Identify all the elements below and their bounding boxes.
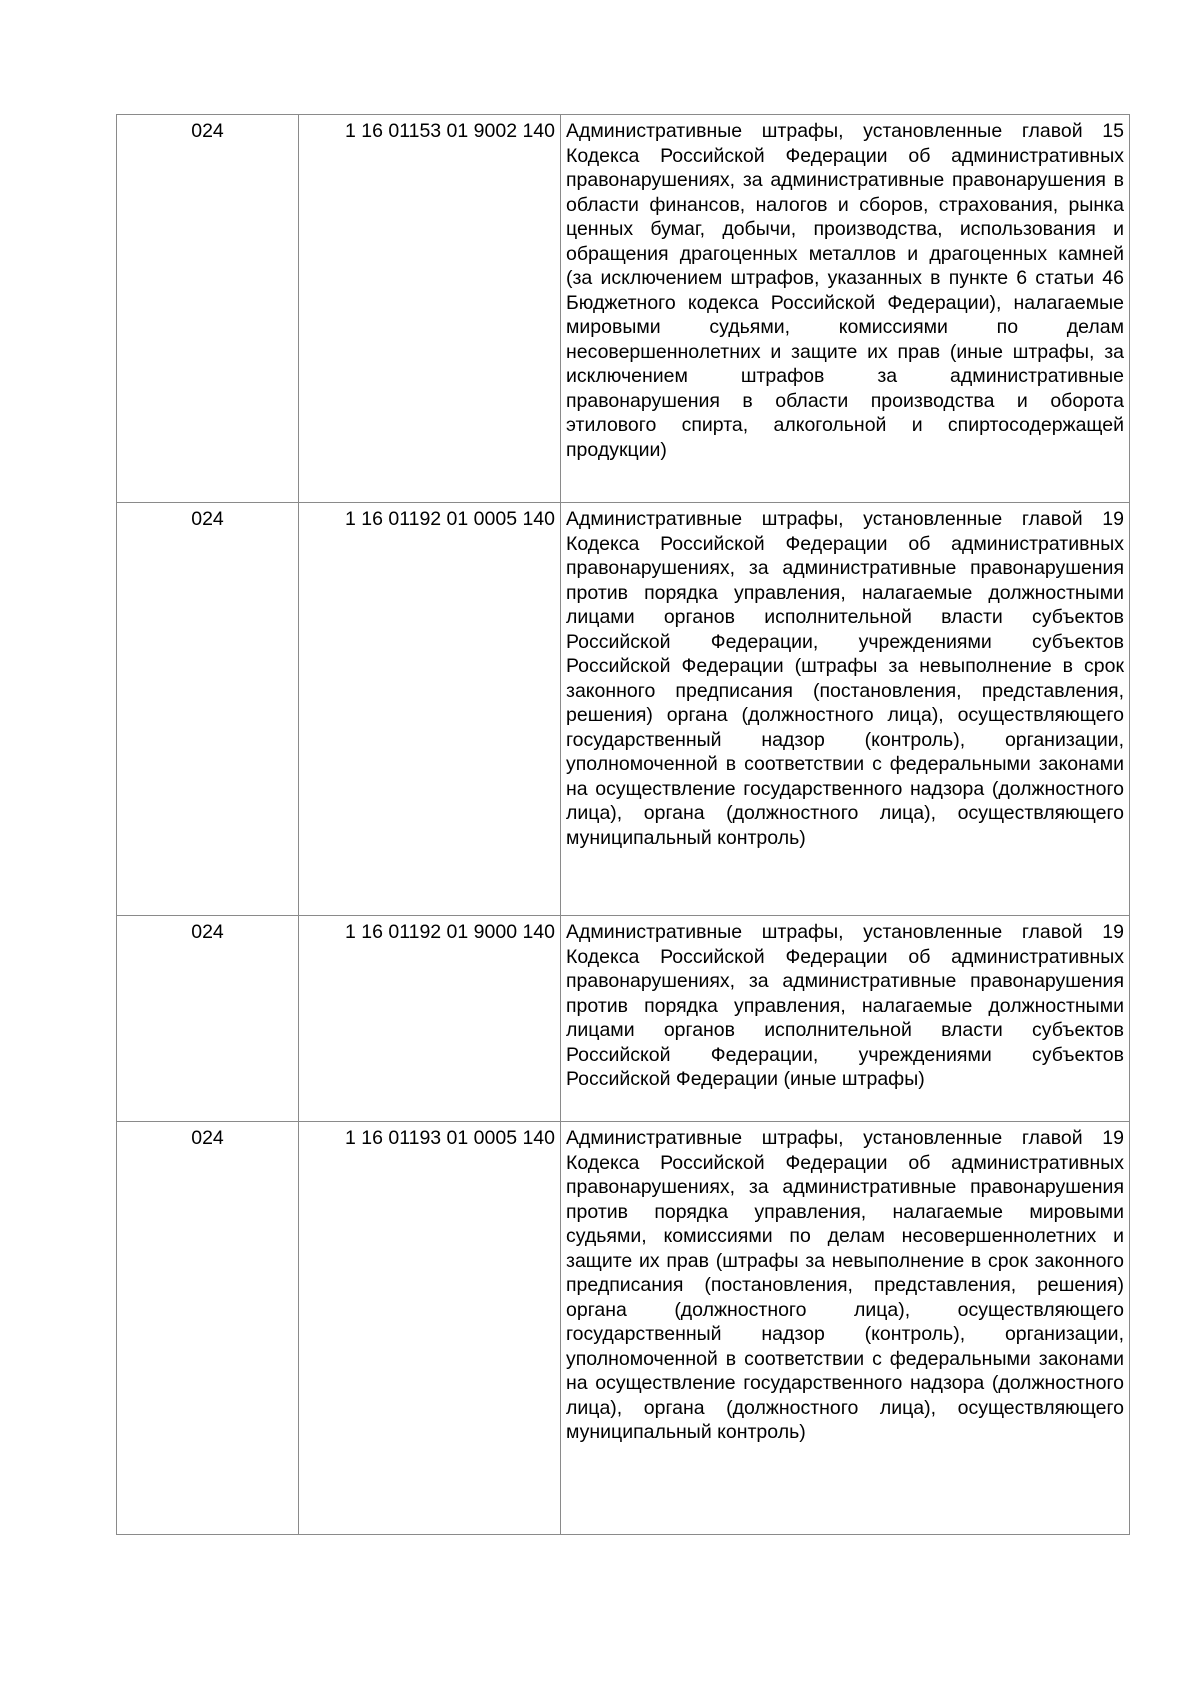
admin-code-cell: 024 [117, 916, 299, 1122]
kbk-code-cell: 1 16 01153 01 9002 140 [299, 115, 561, 503]
description-cell: Административные штрафы, установленные главой 15 Кодекса Российской Федерации об административных правонарушениях, за административные правонарушения в области финансов, налогов и сборов, страхования, рынка ценных бумаг, добычи, производства, использования и обращения драгоценных металлов и драгоценных камней (за исключением штрафов, указанных в пункте 6 статьи 46 Бюджетного кодекса Российской Федерации), налагаемые мировыми судьями, комиссиями по делам несовершеннолетних и защите их прав (иные штрафы, за исключением штрафов за административные правонарушения в области производства и оборота этилового спирта, алкогольной и спиртосодержащей продукции) [561, 115, 1130, 503]
description-cell: Административные штрафы, установленные главой 19 Кодекса Российской Федерации об административных правонарушениях, за административные правонарушения против порядка управления, налагаемые должностными лицами органов исполнительной власти субъектов Российской Федерации, учреждениями субъектов Российской Федерации (штрафы за невыполнение в срок законного предписания (постановления, представления, решения) органа (должностного лица), осуществляющего государственный надзор (контроль), организации, уполномоченной в соответствии с федеральными законами на осуществление государственного надзора (должностного лица), органа (должностного лица), осуществляющего муниципальный контроль) [561, 503, 1130, 916]
budget-codes-table [116, 114, 1130, 1535]
table-row [117, 503, 1130, 916]
kbk-code-cell: 1 16 01192 01 0005 140 [299, 503, 561, 916]
description-cell: Административные штрафы, установленные главой 19 Кодекса Российской Федерации об административных правонарушениях, за административные правонарушения против порядка управления, налагаемые мировыми судьями, комиссиями по делам несовершеннолетних и защите их прав (штрафы за невыполнение в срок законного предписания (постановления, представления, решения) органа (должностного лица), осуществляющего государственный надзор (контроль), организации, уполномоченной в соответствии с федеральными законами на осуществление государственного надзора (должностного лица), органа (должностного лица), осуществляющего муниципальный контроль) [561, 1122, 1130, 1535]
admin-code-cell: 024 [117, 1122, 299, 1535]
admin-code-cell: 024 [117, 115, 299, 503]
table-row [117, 1122, 1130, 1535]
description-cell: Административные штрафы, установленные главой 19 Кодекса Российской Федерации об административных правонарушениях, за административные правонарушения против порядка управления, налагаемые должностными лицами органов исполнительной власти субъектов Российской Федерации, учреждениями субъектов Российской Федерации (иные штрафы) [561, 916, 1130, 1122]
admin-code-cell: 024 [117, 503, 299, 916]
kbk-code-cell: 1 16 01193 01 0005 140 [299, 1122, 561, 1535]
table-row [117, 916, 1130, 1122]
kbk-code-cell: 1 16 01192 01 9000 140 [299, 916, 561, 1122]
table-row [117, 115, 1130, 503]
